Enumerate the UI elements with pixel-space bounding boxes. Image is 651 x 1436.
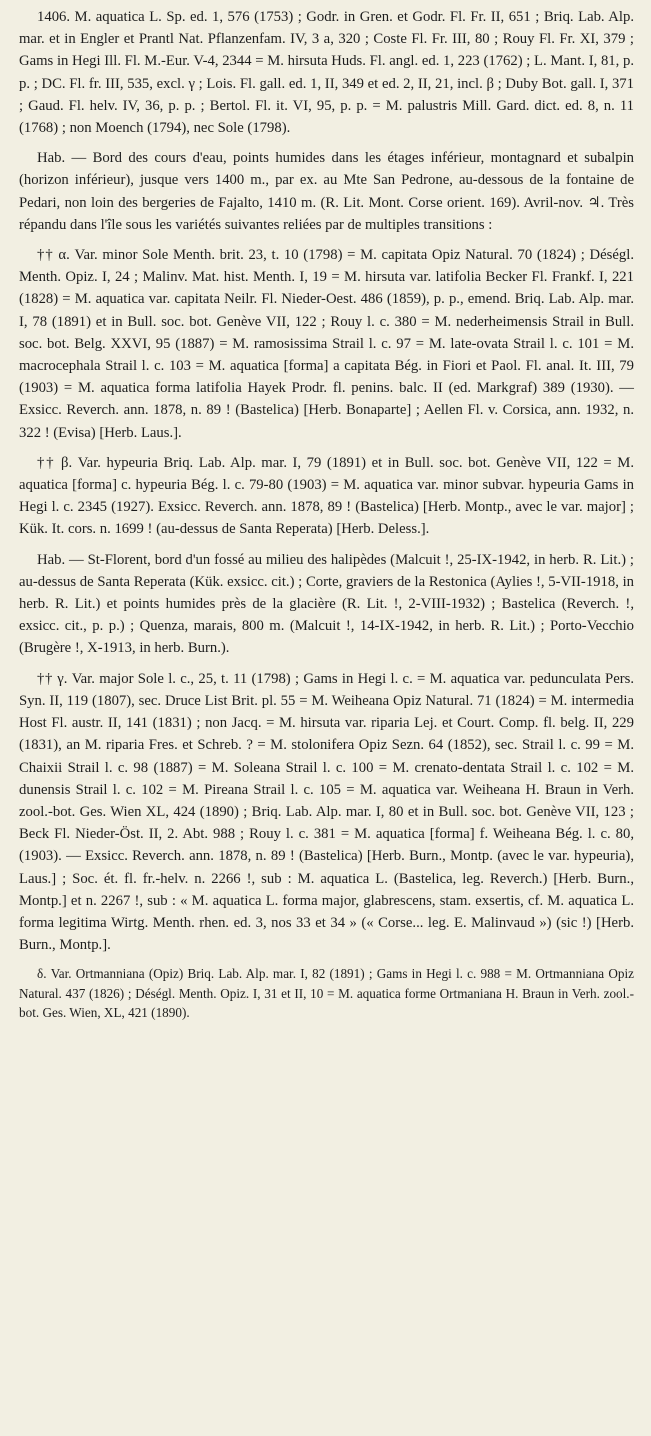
habitat-paragraph: Hab. — Bord des cours d'eau, points humides dans les étages inférieur, montagnard et subalpin (horizon inférieur), jusque vers 1400 m., par ex. au Mte San Pedrone, au-dessous de la fontaine de Pedari, non loin des bergeries de Fajalto, 1410 m. (R. Lit. Mont. Corse orient. 169). Avril-nov. ♃. Très répandu dans l'île sous les variétés suivantes reliées par de multiples transitions : <box>19 150 634 233</box>
variety-alpha-minor: †† α. Var. minor Sole Menth. brit. 23, t. 10 (1798) = M. capitata Opiz Natural. 70 (1824) ; Déségl. Menth. Opiz. I, 24 ; Malinv. Mat. hist. Menth. I, 19 = M. hirsuta var. latifolia Becker Fl. Frankf. I, 221 (1828) = M. aquatica var. capitata Neilr. Fl. Nieder-Oest. 486 (1859), p. p., emend. Briq. Lab. Alp. mar. I, 78 (1891) et in Bull. soc. bot. Genève VII, 122 ; Rouy l. c. 380 = M. nederheimensis Strail in Bull. soc. bot. Belg. XXVI, 95 (1887) = M. ramosissima Strail l. c. 97 = M. late-ovata Strail l. c. 101 = M. macrocephala Strail l. c. 103 = M. aquatica [forma] a capitata Bég. in Fiori et Paol. Fl. anal. It. III, 79 (1903) = M. aquatica forma latifolia Hayek Prodr. fl. penins. balc. II (ed. Markgraf) 389 (1930). — Exsicc. Reverch. ann. 1878, n. 89 ! (Bastelica) [Herb. Bonaparte] ; Aellen Fl. v. Corsica, ann. 1932, n. 322 ! (Evisa) [Herb. Laus.]. <box>19 247 634 441</box>
habitat-hypeuria: Hab. — St-Florent, bord d'un fossé au milieu des halipèdes (Malcuit !, 25-IX-1942, in herb. R. Lit.) ; au-dessus de Santa Reperata (Kük. exsicc. cit.) ; Corte, graviers de la Restonica (Aylies !, 5-VII-1918, in herb. R. Lit.) et points humides près de la glacière (R. Lit. !, 2-VIII-1932) ; Bastelica (Reverch. !, exsicc. cit., p. p.) ; Quenza, marais, 800 m. (Malcuit !, 14-IX-1942, in herb. R. Lit.) ; Porto-Vecchio (Brugère !, X-1913, in herb. Burn.). <box>19 551 634 657</box>
species-entry-aquatica: 1406. M. aquatica L. Sp. ed. 1, 576 (1753) ; Godr. in Gren. et Godr. Fl. Fr. II, 651 ; Briq. Lab. Alp. mar. et in Engler et Prantl Nat. Pflanzenfam. IV, 3 a, 320 ; Coste Fl. Fr. III, 80 ; Rouy Fl. Fr. XI, 379 ; Gams in Hegi Ill. Fl. M.-Eur. V-4, 2344 = M. hirsuta Huds. Fl. angl. ed. 1, 223 (1762) ; L. Mant. I, 81, p. p. ; DC. Fl. fr. III, 535, excl. γ ; Lois. Fl. gall. ed. 1, II, 349 et ed. 2, II, 21, incl. β ; Duby Bot. gall. I, 371 ; Gaud. Fl. helv. IV, 36, p. p. ; Bertol. Fl. it. VI, 95, p. p. = M. palustris Mill. Gard. dict. ed. 8, n. 11 (1768) ; non Moench (1794), nec Sole (1798). <box>19 9 634 137</box>
variety-delta-ortmanniana: δ. Var. Ortmanniana (Opiz) Briq. Lab. Alp. mar. I, 82 (1891) ; Gams in Hegi l. c. 988 = M. Ortmanniana Opiz Natural. 437 (1826) ; Déségl. Menth. Opiz. I, 31 et II, 10 = M. aquatica forme Ortmaniana H. Braun in Verh. zool.-bot. Ges. Wien, XL, 421 (1890). <box>19 966 634 1021</box>
variety-beta-hypeuria: †† β. Var. hypeuria Briq. Lab. Alp. mar. I, 79 (1891) et in Bull. soc. bot. Genève VII, 122 = M. aquatica [forma] c. hypeuria Bég. l. c. 79-80 (1903) = M. aquatica var. minor subvar. hypeuria Gams in Hegi l. c. 2345 (1927). Exsicc. Reverch. ann. 1878, 89 ! (Bastelica) [Herb. Montp., avec le var. major] ; Kük. It. cors. n. 1699 ! (au-dessus de Santa Reperata) [Herb. Deless.]. <box>19 454 634 538</box>
variety-gamma-major: †† γ. Var. major Sole l. c., 25, t. 11 (1798) ; Gams in Hegi l. c. = M. aquatica var. pedunculata Pers. Syn. II, 119 (1807), sec. Druce List Brit. pl. 55 = M. Weiheana Opiz Natural. 71 (1824) = M. intermedia Host Fl. austr. II, 141 (1831) ; non Jacq. = M. hirsuta var. riparia Lej. et Court. Comp. fl. belg. II, 229 (1831), an M. riparia Fres. et Schreb. ? = M. stolonifera Opiz Sezn. 64 (1852), sec. Strail l. c. 99 = M. Chaixii Strail l. c. 98 (1887) = M. Soleana Strail l. c. 100 = M. crenato-dentata Strail l. c. 102 = M. dunensis Strail l. c. 102 = M. Pireana Strail l. c. 105 = M. aquatica var. Weiheana H. Braun in Verh. zool.-bot. Ges. Wien XL, 424 (1890) ; Briq. Lab. Alp. mar. I, 80 et in Bull. soc. bot. Genève VII, 123 ; Beck Fl. Nieder-Öst. II, 2. Abt. 988 ; Rouy l. c. 381 = M. aquatica [forma] f. Weiheana Bég. l. c. 80, (1903). — Exsicc. Reverch. ann. 1878, n. 89 ! (Bastelica) [Herb. Burn., Montp. (avec le var. hypeuria), Laus.] ; Soc. ét. fl. fr.-helv. n. 2266 !, sub : M. aquatica L. (Bastelica, leg. Reverch.) [Herb. Burn., Montp.] et n. 2267 !, sub : « M. aquatica L. forma major, glabrescens, stam. exsertis, cf. M. aquatica L. forma legitima Wirtg. Menth. rhen. ed. 3, nos 33 et 34 » (« Corse... leg. E. Malinvaud ») (sic !) [Herb. Burn., Montp.]. <box>19 670 634 954</box>
